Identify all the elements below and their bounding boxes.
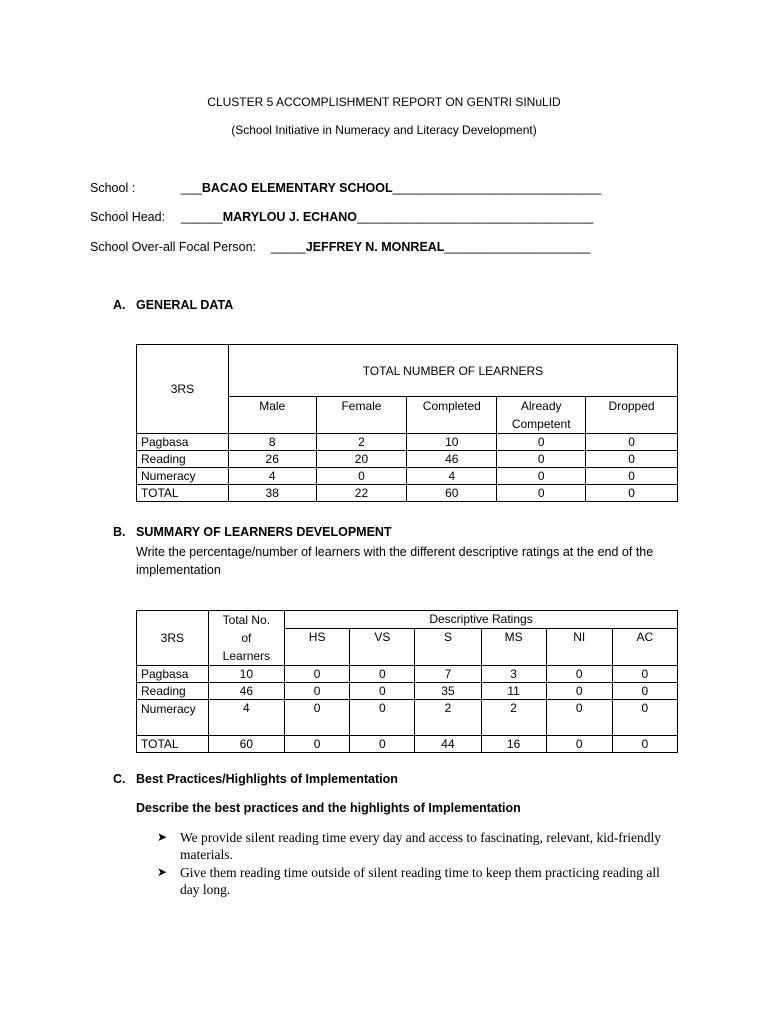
table-cell: 0 [612, 736, 677, 753]
table-b-col-vs: VS [350, 628, 415, 665]
table-cell: 0 [586, 485, 678, 502]
list-item-text: We provide silent reading time every day and access to fascinating, relevant, kid-friendly materials. [180, 830, 661, 862]
table-b-col-hs: HS [285, 628, 350, 665]
school-head-value: MARYLOU J. ECHANO [222, 210, 357, 224]
report-title: CLUSTER 5 ACCOMPLISHMENT REPORT ON GENTRI SINuLID [207, 95, 561, 109]
school-label: School : [90, 181, 136, 195]
table-cell: 7 [415, 666, 481, 683]
table-cell: 0 [586, 451, 678, 468]
table-cell: 46 [407, 451, 497, 468]
list-item [157, 864, 680, 898]
table-cell: 0 [497, 468, 586, 485]
row-label: Pagbasa [137, 666, 209, 683]
list-item [157, 829, 680, 863]
table-row [137, 700, 678, 736]
row-label: Numeracy [137, 700, 209, 736]
table-a-col-dropped: Dropped [586, 397, 678, 434]
table-cell: 44 [415, 736, 481, 753]
section-c-letter: C. [113, 772, 126, 786]
table-b-col-ac: AC [612, 628, 677, 665]
table-cell: 3 [481, 666, 546, 683]
section-b-description: Write the percentage/number of learners with the different descriptive ratings at the end of the implementation [136, 545, 654, 577]
table-b-col-ms: MS [481, 628, 546, 665]
table-cell: 0 [316, 468, 407, 485]
table-cell: 4 [228, 468, 316, 485]
section-b-title: SUMMARY OF LEARNERS DEVELOPMENT [136, 525, 392, 539]
table-a-col-male: Male [228, 397, 316, 434]
list-item-text: Give them reading time outside of silent reading time to keep them practicing reading all day long. [180, 865, 660, 897]
table-cell: 38 [228, 485, 316, 502]
school-head-value-line: ______MARYLOU J. ECHANO__________________________________ [181, 210, 594, 224]
table-cell: 20 [316, 451, 407, 468]
table-cell: 60 [208, 736, 284, 753]
table-cell: 0 [546, 736, 612, 753]
table-cell: 0 [586, 434, 678, 451]
row-label: Reading [137, 683, 209, 700]
table-b-col-ni: NI [546, 628, 612, 665]
table-cell: 0 [350, 736, 415, 753]
table-cell: 0 [285, 700, 350, 736]
table-cell: 0 [497, 451, 586, 468]
table-row [137, 485, 678, 502]
table-row [137, 451, 678, 468]
table-cell: 0 [350, 683, 415, 700]
table-cell: 16 [481, 736, 546, 753]
row-label: Pagbasa [137, 434, 229, 451]
focal-person-value-line: _____JEFFREY N. MONREAL_____________________ [271, 240, 591, 254]
table-cell: 0 [350, 700, 415, 736]
table-cell: 0 [497, 434, 586, 451]
table-row [137, 468, 678, 485]
table-cell: 0 [350, 666, 415, 683]
arrow-bullet-icon: ➤ [157, 865, 168, 879]
section-b-letter: B. [113, 525, 126, 539]
table-a-col-female: Female [316, 397, 407, 434]
learners-development-table [136, 610, 678, 753]
table-cell: 46 [208, 683, 284, 700]
table-cell: 0 [546, 700, 612, 736]
table-cell: 0 [285, 666, 350, 683]
school-value: BACAO ELEMENTARY SCHOOL [201, 181, 393, 195]
table-cell: 0 [546, 666, 612, 683]
table-cell: 60 [407, 485, 497, 502]
table-cell: 26 [228, 451, 316, 468]
row-label: TOTAL [137, 736, 209, 753]
table-cell: 11 [481, 683, 546, 700]
focal-person-value: JEFFREY N. MONREAL [305, 240, 445, 254]
arrow-bullet-icon: ➤ [157, 830, 168, 844]
table-b-group-header: Descriptive Ratings [285, 611, 678, 629]
table-row [137, 434, 678, 451]
table-cell: 4 [407, 468, 497, 485]
table-cell: 0 [285, 683, 350, 700]
row-label: Numeracy [137, 468, 229, 485]
table-cell: 0 [612, 683, 677, 700]
table-a-corner: 3RS [137, 345, 229, 434]
table-row [137, 666, 678, 683]
table-cell: 0 [497, 485, 586, 502]
school-head-label: School Head: [90, 210, 166, 224]
table-b-col-s: S [415, 628, 481, 665]
section-c-title: Best Practices/Highlights of Implementation [136, 772, 398, 786]
table-cell: 2 [415, 700, 481, 736]
table-a-col-completed: Completed [407, 397, 497, 434]
table-cell: 10 [407, 434, 497, 451]
report-subtitle: (School Initiative in Numeracy and Literacy Development) [231, 123, 537, 137]
focal-person-label: School Over-all Focal Person: [90, 240, 257, 254]
section-a-letter: A. [113, 298, 126, 312]
table-b-total-header: Total No. of Learners [208, 611, 284, 666]
table-b-corner: 3RS [137, 611, 209, 666]
table-cell: 0 [546, 683, 612, 700]
table-row [137, 683, 678, 700]
table-cell: 35 [415, 683, 481, 700]
section-c-subtitle: Describe the best practices and the highlights of Implementation [136, 801, 521, 815]
table-a-group-header: TOTAL NUMBER OF LEARNERS [228, 345, 677, 397]
school-value-line: ___BACAO ELEMENTARY SCHOOL______________________________ [181, 181, 602, 195]
table-row [137, 736, 678, 753]
table-cell: 0 [586, 468, 678, 485]
table-cell: 0 [612, 700, 677, 736]
table-cell: 4 [208, 700, 284, 736]
row-label: Reading [137, 451, 229, 468]
table-cell: 2 [316, 434, 407, 451]
table-cell: 22 [316, 485, 407, 502]
table-cell: 2 [481, 700, 546, 736]
section-a-title: GENERAL DATA [136, 298, 234, 312]
row-label: TOTAL [137, 485, 229, 502]
table-cell: 0 [612, 666, 677, 683]
table-cell: 8 [228, 434, 316, 451]
general-data-table [136, 344, 678, 502]
table-cell: 0 [285, 736, 350, 753]
table-a-col-already-competent: Already Competent [497, 397, 586, 434]
table-cell: 10 [208, 666, 284, 683]
